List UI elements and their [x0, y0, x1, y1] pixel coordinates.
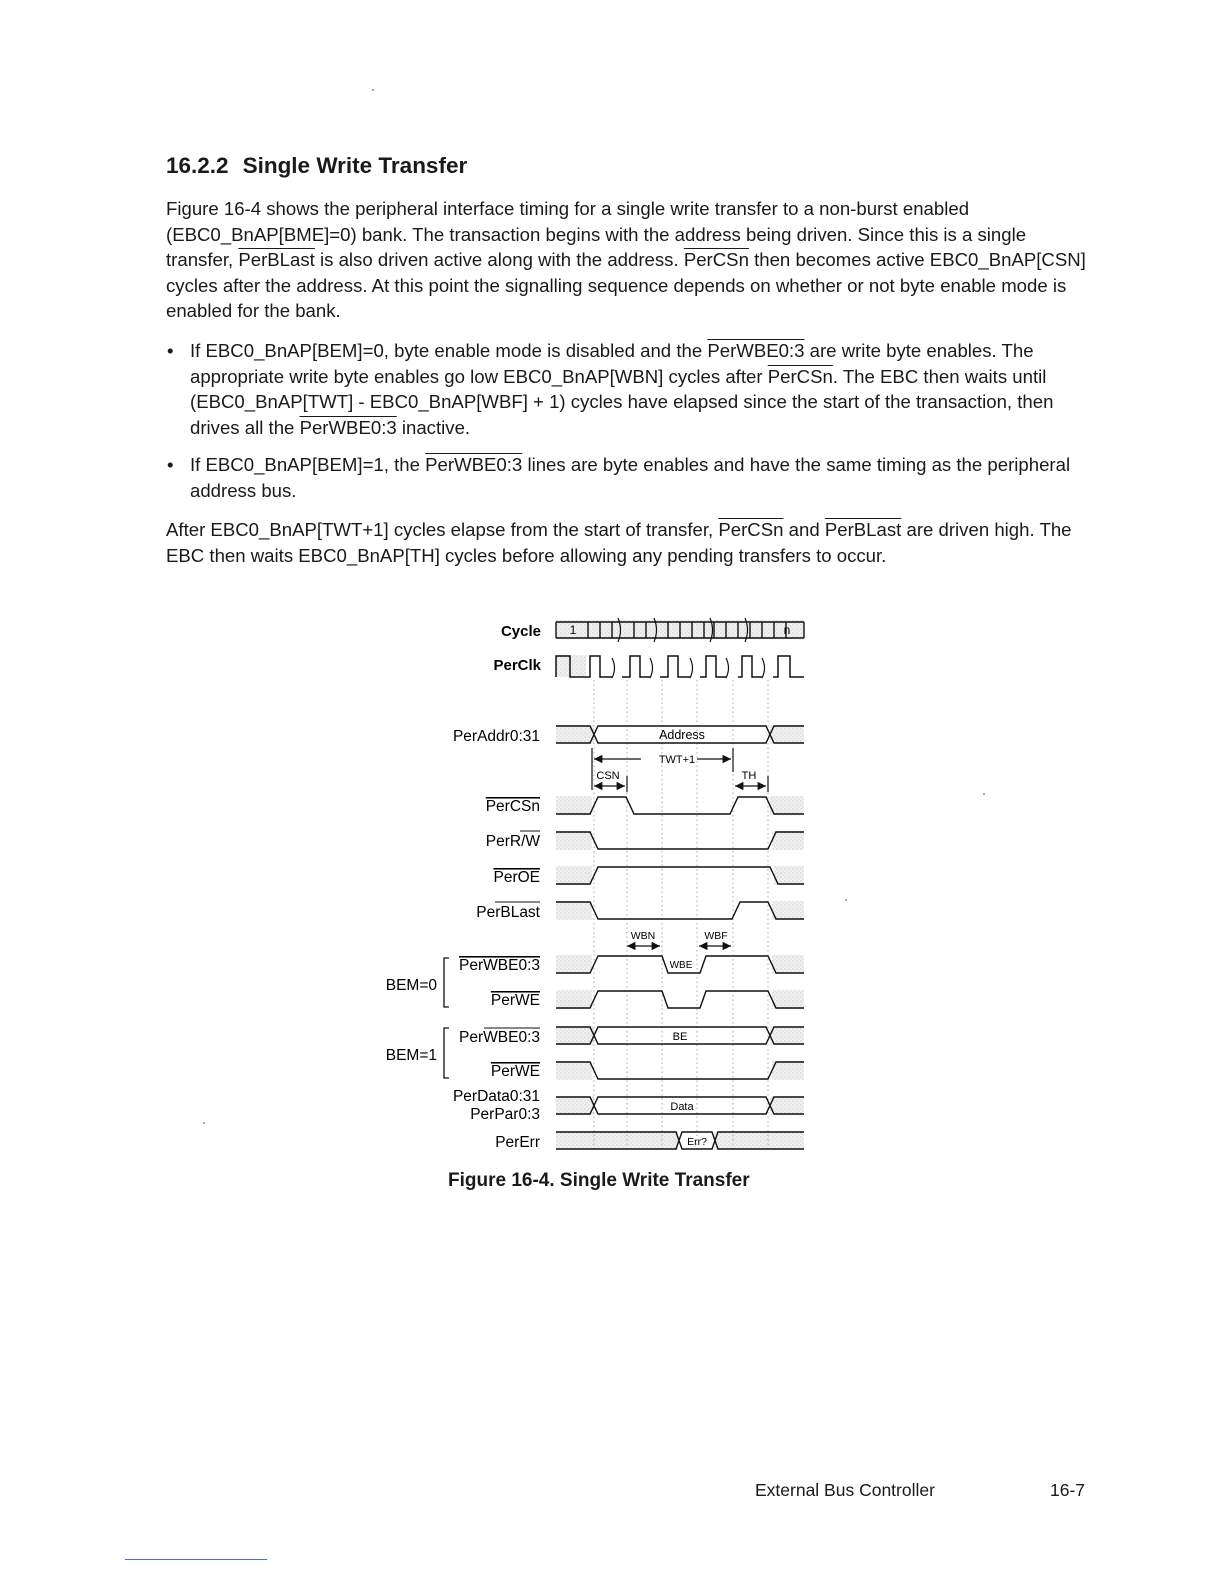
- hatch-addr-end: [770, 725, 804, 744]
- signal-perwbe: PerWBE0:3: [707, 340, 805, 361]
- hatch-err-end: [714, 1131, 804, 1150]
- bullet-dot: •: [167, 454, 174, 475]
- interval-twt: TWT+1: [658, 754, 696, 766]
- figure-caption: Figure 16-4. Single Write Transfer: [448, 1170, 750, 1191]
- interval-wbn: WBN: [630, 930, 656, 942]
- hatch-we1-start: [556, 1061, 592, 1080]
- hatch-addr-start: [556, 725, 594, 744]
- interval-wbf: WBF: [704, 930, 728, 942]
- hatch-rw-end: [772, 831, 804, 850]
- interval-wbe: WBE: [669, 960, 693, 971]
- hatch-oe-start: [556, 866, 592, 885]
- intro-text-2: is also driven active along with the address.: [314, 249, 684, 270]
- signal-perblast: PerBLast: [238, 249, 315, 270]
- wave-peroe: [556, 867, 804, 884]
- waveforms: [556, 726, 804, 1149]
- hatch-clk: [556, 655, 586, 677]
- signal-percsn: PerCSn: [718, 519, 784, 540]
- hatch-we0-end: [772, 990, 804, 1009]
- label-perwe-bem1: PerWE: [490, 1063, 540, 1080]
- hatch-csn-start: [556, 796, 592, 815]
- label-peraddr: PerAddr0:31: [452, 728, 540, 745]
- hatch-blast-end: [772, 901, 804, 920]
- signal-perwbe: PerWBE0:3: [299, 416, 397, 438]
- group-brackets: [444, 958, 449, 1078]
- bullet1-text-a: If EBC0_BnAP[BEM]=0, byte enable mode is disabled and the: [190, 340, 708, 361]
- bullet2-text-a: If EBC0_BnAP[BEM]=1, the: [190, 454, 426, 475]
- closing-text-a: After EBC0_BnAP[TWT+1] cycles elapse from the start of transfer,: [166, 519, 719, 540]
- scan-speck: [203, 1122, 205, 1124]
- hatch-rw-start: [556, 831, 592, 850]
- scan-speck: [372, 89, 374, 91]
- closing-text-b: and: [783, 519, 825, 540]
- closing-text-c: are driven high. The EBC then waits EBC0_BnAP[TH] cycles before allowing any pending transfers to occur.: [166, 519, 1072, 566]
- label-perwbe-bem0: PerWBE0:3: [459, 957, 540, 974]
- cycle-label: Cycle: [500, 623, 541, 640]
- wave-percsn: [556, 797, 804, 814]
- value-err: Err?: [687, 1136, 707, 1148]
- group-bem0: BEM=0: [385, 977, 437, 994]
- scan-speck: [983, 793, 985, 795]
- clock-waveform: [556, 656, 804, 677]
- signal-perwbe: PerWBE0:3: [425, 454, 523, 475]
- intro-text-1: Figure 16-4 shows the peripheral interface timing for a single write transfer to a non-burst enabled (EBC0_BnAP[BME]=0) bank. The transaction begins with the address being driven. Since this is a single transfer,: [166, 198, 1027, 270]
- bullet-dot: •: [167, 340, 174, 361]
- clock-label: PerClk: [493, 657, 541, 674]
- footer-chapter: External Bus Controller: [755, 1480, 935, 1500]
- wave-perwe-bem1: [556, 1062, 804, 1079]
- cycle-last: n: [783, 623, 791, 637]
- bullet2-text-b: lines are byte enables and have the same timing as the peripheral address bus.: [190, 454, 1071, 501]
- section-number: 16.2.2: [166, 153, 229, 178]
- wave-perblast: [556, 902, 804, 919]
- bracket-bem0: [444, 958, 449, 1007]
- bullet1-text-d: inactive.: [396, 416, 471, 438]
- label-peroe: PerOE: [493, 869, 540, 886]
- label-perpar: PerPar0:3: [470, 1106, 540, 1123]
- signal-perblast: PerBLast: [824, 519, 902, 540]
- bullet1-text-c: . The EBC then waits until (EBC0_BnAP[TWT] - EBC0_BnAP[WBF] + 1) cycles have elapsed since the start of the transaction, then drives all the: [190, 365, 1054, 438]
- hatch-err-start: [556, 1131, 678, 1150]
- interval-th: TH: [741, 770, 757, 782]
- hatch-blast-start: [556, 901, 592, 920]
- signal-labels: [453, 728, 541, 1151]
- hatch-we1-end: [772, 1061, 804, 1080]
- bullet1-text-b: are write byte enables. The appropriate write byte enables go low EBC0_BnAP[WBN] cycles after: [190, 340, 1034, 387]
- intro-text-3: then becomes active EBC0_BnAP[CSN] cycles after the address. At this point the signalling sequence depends on whether or not byte enable mode is enabled for the bank.: [166, 249, 1086, 321]
- footer-page-number: 16-7: [1050, 1480, 1086, 1500]
- value-address: Address: [659, 728, 705, 742]
- wave-perwe-bem0: [556, 991, 804, 1008]
- hatch-data-start: [556, 1096, 594, 1115]
- hatch-we0-start: [556, 990, 592, 1009]
- interval-csn: CSN: [596, 770, 620, 782]
- footer-rule: [125, 1559, 267, 1560]
- bracket-bem1: [444, 1028, 449, 1078]
- hatch-wbe1-start: [556, 1026, 594, 1045]
- undefined-regions: [556, 620, 804, 1150]
- hatch-wbe0-start: [556, 955, 592, 974]
- wave-perrw: [556, 832, 804, 849]
- scan-speck: [845, 899, 847, 901]
- section-title: Single Write Transfer: [242, 153, 468, 178]
- hatch-wbe0-end: [772, 955, 804, 974]
- hatch-data-end: [770, 1096, 804, 1115]
- value-be: BE: [672, 1031, 688, 1043]
- label-percsn: PerCSn: [485, 798, 540, 815]
- hatch-csn-end: [770, 796, 804, 815]
- label-perwbe-bem1: PerWBE0:3: [459, 1029, 540, 1046]
- label-perrw: PerR/W: [485, 833, 540, 850]
- hatch-wbe1-end: [770, 1026, 804, 1045]
- signal-percsn: PerCSn: [683, 249, 749, 270]
- hatch-oe-end: [774, 866, 804, 885]
- label-perblast: PerBLast: [476, 904, 540, 921]
- label-perwe-bem0: PerWE: [490, 992, 540, 1009]
- group-bem1: BEM=1: [385, 1047, 437, 1064]
- cycle-first: 1: [569, 623, 577, 637]
- value-data: Data: [670, 1101, 694, 1113]
- label-pererr: PerErr: [495, 1134, 540, 1151]
- signal-percsn: PerCSn: [767, 365, 833, 387]
- label-perdata: PerData0:31: [452, 1088, 540, 1105]
